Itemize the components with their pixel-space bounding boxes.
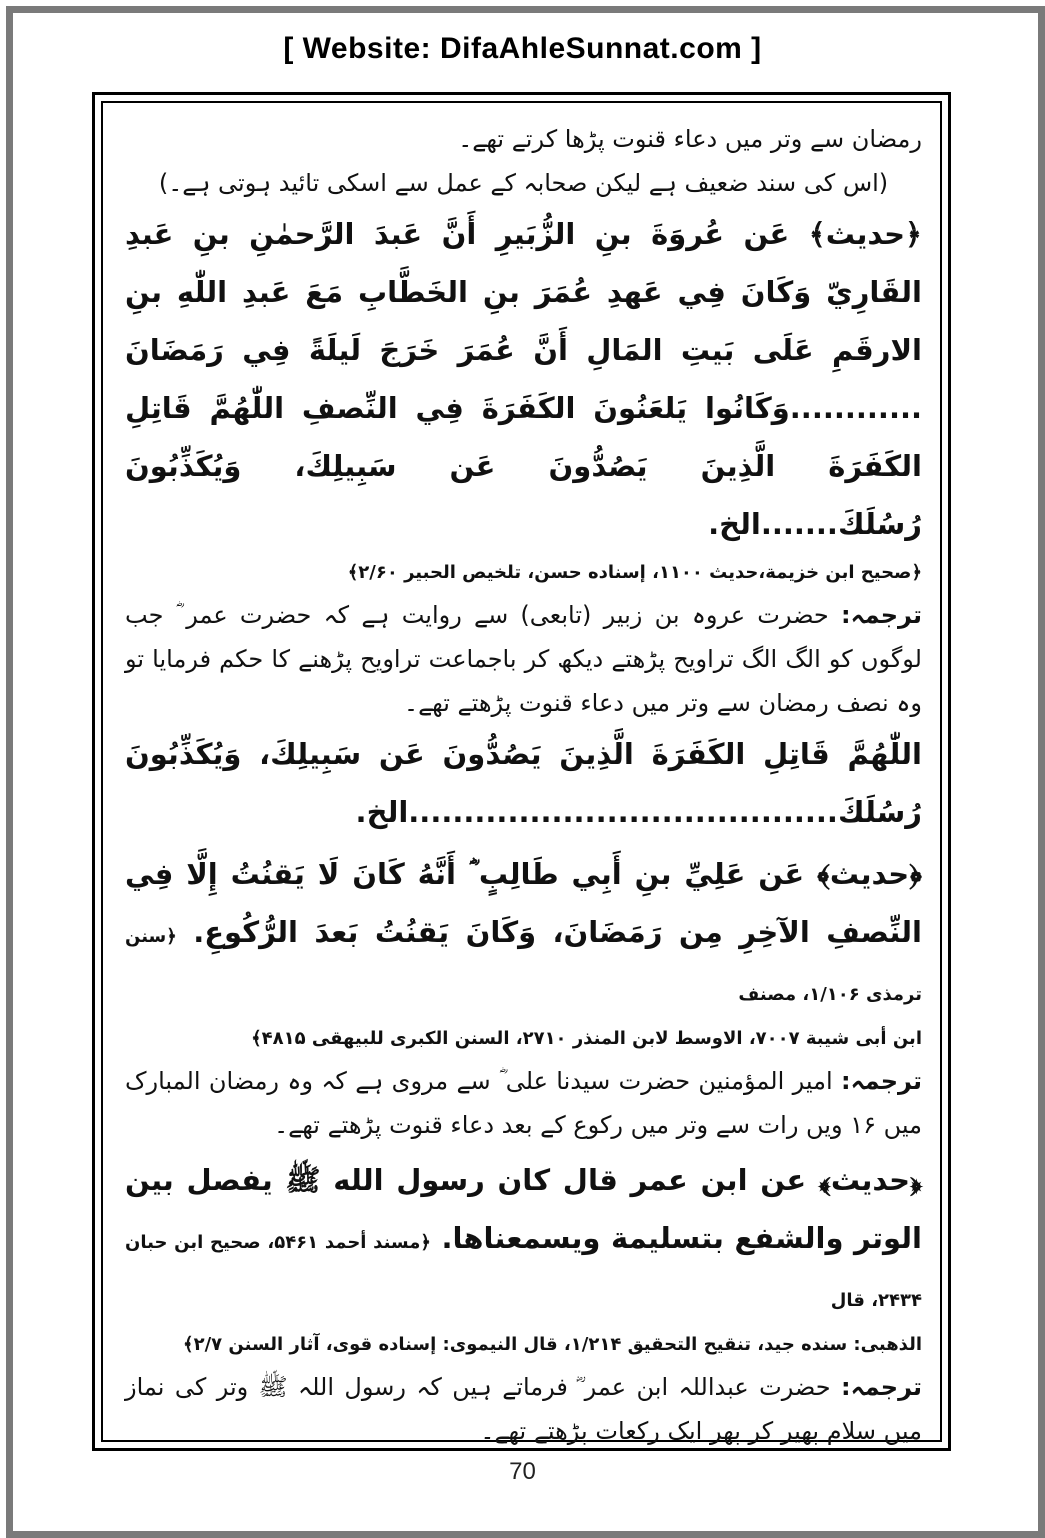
hadith-2-translation — [125, 1059, 922, 1147]
hadith-3-reference-b: الذهبی: سنده جید، تنقیح التحقیق ۱/۲۱۴، قال النیموی: إسناده قوی، آثار السنن ۲/۷﴾ — [183, 1334, 922, 1355]
hadith-2-label: ﴿حدیث﴾ — [817, 857, 922, 891]
content-border — [92, 92, 951, 1451]
hadith-3 — [125, 1151, 922, 1325]
hadith-2 — [125, 845, 922, 1019]
intro-line: رمضان سے وتر میں دعاء قنوت پڑھا کرتے تھے۔ — [458, 125, 922, 153]
hadith-3-reference-a: ﴿مسند أحمد ۵۴۶۱، صحیح ابن حبان ۲۴۳۴، قال — [125, 1232, 922, 1311]
hadith-1-translation — [125, 593, 922, 725]
hadith-3-text: عن ابن عمر قال كان رسول الله ﷺ يفصل بين الوتر والشفع بتسليمة ويسمعناها. — [125, 1163, 922, 1255]
hadith-1 — [125, 205, 922, 553]
translation-1-text: حضرت عروہ بن زبیر (تابعی) سے روایت ہے کہ حضرت عمر ؓ جب لوگوں کو الگ الگ تراویح پڑھتے دیکھ کر باجماعت تراویح پڑھنے کا حکم فرمایا تو وہ نصف رمضان سے وتر میں دعاء قنوت پڑھتے تھے۔ — [125, 601, 922, 717]
website-header: [ Website: DifaAhleSunnat.com ] — [283, 32, 762, 65]
hadith-1-text: عَن عُروَةَ بنِ الزُّبَيرِ أَنَّ عَبدَ الرَّحمٰنِ بنِ عَبدِ القَارِيّ وَكَانَ فِي عَهدِ عُمَرَ بنِ الخَطَّابِ مَعَ عَبدِ اللّٰهِ بنِ الارقَمِ عَلَى بَيتِ المَالِ أَنَّ عُمَرَ خَرَجَ لَيلَةً فِي رَمَضَانَ ............وَكَانُوا يَلعَنُونَ الكَفَرَةَ فِي النِّصفِ اللّٰهُمَّ قَاتِلِ الكَفَرَةَ الَّذِينَ يَصُدُّونَ عَن سَبِيلِكَ، وَيُكَذِّبُونَ رُسُلَكَ.......الخ. — [125, 217, 922, 541]
translation-3-text: حضرت عبداللہ ابن عمر ؓ فرماتے ہیں کہ رسول اللہ ﷺ وتر کی نماز میں سلام پھیر کر پھر ایک رکعات پڑھتے تھے۔ — [125, 1373, 922, 1445]
intro-note: (اس کی سند ضعیف ہے لیکن صحابہ کے عمل سے اسکی تائید ہوتی ہے۔) — [158, 169, 889, 197]
translation-2-label: ترجمہ: — [840, 1067, 922, 1095]
hadith-1-translation-arabic: اللّٰهُمَّ قَاتِلِ الكَفَرَةَ الَّذِينَ يَصُدُّونَ عَن سَبِيلِكَ، وَيُكَذِّبُونَ رُسُلَكَ.......................................الخ. — [125, 737, 922, 829]
page-content — [125, 117, 923, 1445]
hadith-2-text: عَن عَلِيِّ بنِ أَبِي طَالِبٍ ؓ أَنَّهُ كَانَ لَا يَقنُتُ إِلَّا فِي النِّصفِ الآخِرِ مِن رَمَضَانَ، وَكَانَ يَقنُتُ بَعدَ الرُّكُوعِ. — [125, 857, 922, 949]
translation-2-text: امیر المؤمنین حضرت سیدنا علی ؓ سے مروی ہے کہ وہ رمضان المبارک میں ۱۶ ویں رات سے وتر میں رکوع کے بعد دعاء قنوت پڑھتے تھے۔ — [125, 1067, 922, 1139]
hadith-3-translation — [125, 1365, 922, 1453]
translation-3-label: ترجمہ: — [841, 1373, 923, 1401]
hadith-2-reference-b: ابن أبی شیبة ۷۰۰۷، الاوسط لابن المنذر ۲۷۱۰، السنن الکبری للبیهقی ۴۸۱۵﴾ — [251, 1028, 922, 1049]
hadith-2-reference-a: ﴿سنن ترمذی ۱/۱۰۶، مصنف — [125, 926, 922, 1005]
content-inner-border — [101, 101, 942, 1445]
hadith-1-label: ﴿حدیث﴾ — [808, 217, 922, 251]
hadith-1-reference: ﴿صحیح ابن خزیمة،حدیث ۱۱۰۰، إسناده حسن، تلخیص الحبیر ۲/۶۰﴾ — [347, 562, 922, 583]
translation-1-label: ترجمہ: — [840, 601, 922, 629]
hadith-3-label: ﴿حدیث﴾ — [818, 1163, 922, 1197]
page-number: 70 — [509, 1458, 536, 1485]
